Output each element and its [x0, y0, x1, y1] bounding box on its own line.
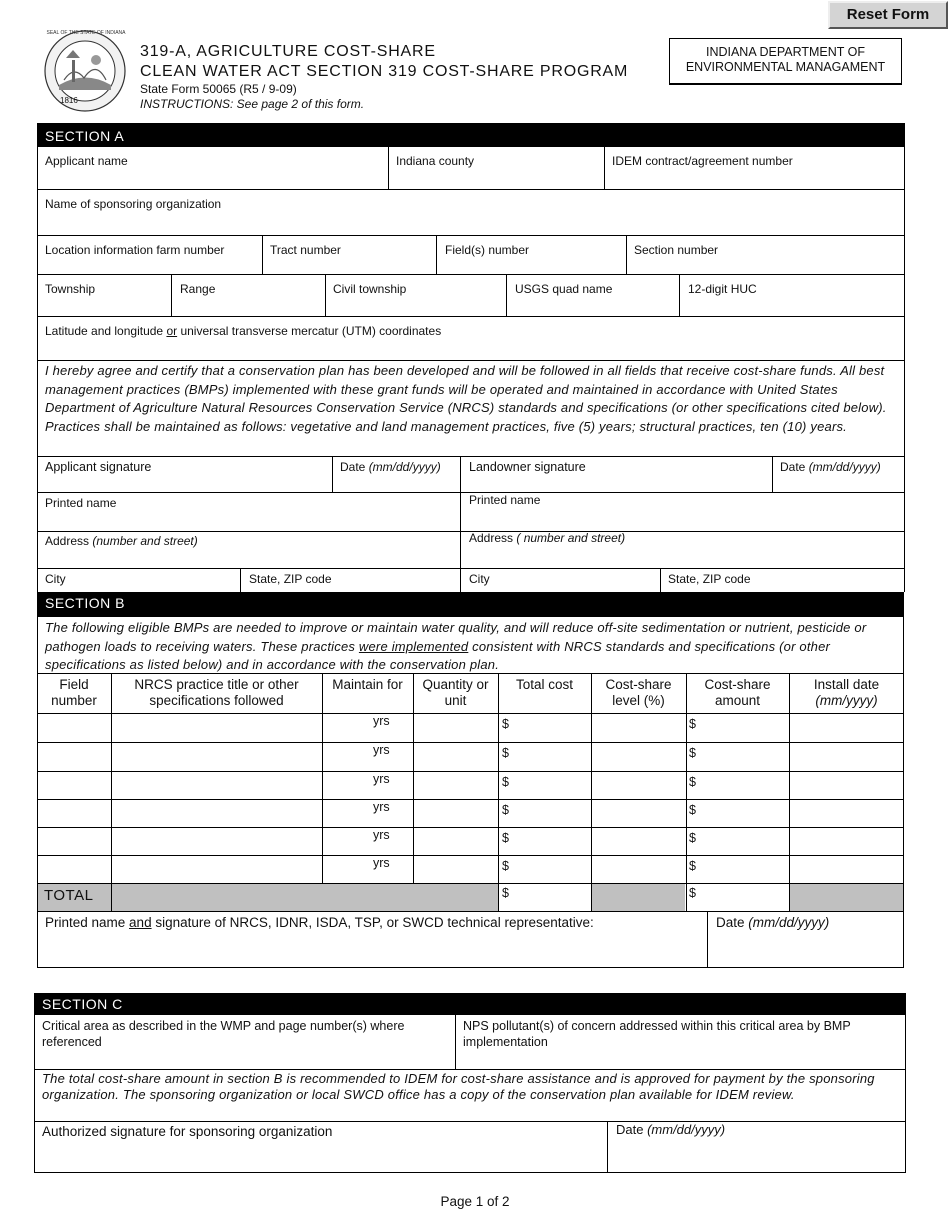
applicant-address-field[interactable]	[45, 534, 198, 548]
certification-text: I hereby agree and certify that a conservation plan has been developed and will be followed in all fields that receive cost-share funds. All best management practices (BMPs) implemented with these grant funds will be operated and maintained in accordance with United States Department of Agriculture Natural Resources Conservation Service (NRCS) standards and specifications (or other specifications cited below). Practices shall be maintained as follows: vegetative and land management practices, five (5) years; structural practices, ten (10) years.	[45, 363, 887, 434]
tract-number-field[interactable]: Tract number	[270, 243, 341, 257]
install-date-format: (mm/yyyy)	[815, 693, 878, 708]
total-cost-dollar[interactable]: $	[502, 803, 509, 817]
landowner-printed-name-field[interactable]: Printed name	[469, 493, 541, 507]
address-label: Address	[45, 534, 93, 548]
col-cost-share-level: Cost-share level (%)	[605, 677, 672, 708]
seal-text: SEAL OF THE STATE OF INDIANA	[46, 30, 126, 36]
intro-post: consistent with NRCS standards and specifications (or other specifications as listed below) and in accordance with the conservation plan.	[45, 638, 831, 672]
page-number: Page 1 of 2	[440, 1194, 510, 1209]
col-cost-share-amount: Cost-share amount	[704, 677, 771, 708]
maintain-yrs-unit: yrs	[373, 772, 390, 786]
total-cost-dollar[interactable]: $	[502, 717, 509, 731]
nps-pollutants-field[interactable]: NPS pollutant(s) of concern addressed within this critical area by BMP implementation	[463, 1019, 851, 1049]
civil-township-field[interactable]: Civil township	[333, 282, 407, 296]
fields-number-field[interactable]: Field(s) number	[445, 243, 530, 257]
date-label: Date	[780, 460, 809, 474]
landowner-address-field[interactable]	[469, 531, 625, 545]
latlong-post: universal transverse mercatur (UTM) coordinates	[177, 324, 442, 338]
latlong-or: or	[166, 324, 178, 338]
maintain-yrs-unit: yrs	[373, 743, 390, 757]
agency-line-2: ENVIRONMENTAL MANAGAMENT	[685, 60, 886, 74]
tech-rep-signature-field[interactable]	[45, 915, 594, 930]
authorized-signature-field[interactable]: Authorized signature for sponsoring organization	[42, 1124, 333, 1139]
state-seal-icon	[44, 30, 126, 112]
date-format: (mm/dd/yyyy)	[647, 1122, 726, 1137]
address-hint: (number and street)	[92, 534, 198, 548]
date-format: (mm/dd/yyyy)	[748, 915, 830, 930]
total-amount-dollar[interactable]: $	[689, 886, 696, 900]
section-b-intro	[45, 619, 897, 675]
total-cost-dollar[interactable]: $	[502, 746, 509, 760]
landowner-date-field[interactable]	[780, 460, 881, 474]
applicant-date-field[interactable]	[340, 460, 441, 474]
cost-share-amount-dollar[interactable]: $	[689, 717, 696, 731]
total-label: TOTAL	[44, 887, 94, 904]
tech-rep-and: and	[129, 915, 152, 930]
state-form-number: State Form 50065 (R5 / 9-09)	[140, 82, 297, 96]
latlong-pre: Latitude and longitude	[45, 324, 167, 338]
program-title: CLEAN WATER ACT SECTION 319 COST-SHARE PROGRAM	[140, 63, 629, 80]
cost-share-amount-dollar[interactable]: $	[689, 859, 696, 873]
install-date-label: Install date	[813, 677, 880, 692]
col-total-cost: Total cost	[515, 677, 574, 692]
maintain-yrs-unit: yrs	[373, 800, 390, 814]
tech-rep-post: signature of NRCS, IDNR, ISDA, TSP, or SWCD technical representative:	[151, 915, 594, 930]
critical-area-field[interactable]: Critical area as described in the WMP and page number(s) where referenced	[42, 1019, 405, 1049]
intro-underlined: were implemented	[358, 638, 469, 654]
agency-line-1: INDIANA DEPARTMENT OF	[705, 45, 866, 59]
maintain-yrs-unit: yrs	[373, 856, 390, 870]
date-label: Date	[340, 460, 369, 474]
intro-pre: The following eligible BMPs are needed to improve or maintain water quality, and will reduce off-site sedimentation or nutrient, pesticide or pathogen loads to receiving waters. These practices	[45, 620, 867, 654]
total-cost-dollar[interactable]: $	[502, 831, 509, 845]
cost-share-amount-dollar[interactable]: $	[689, 831, 696, 845]
date-label: Date	[616, 1122, 648, 1137]
cost-share-amount-dollar[interactable]: $	[689, 775, 696, 789]
total-cost-dollar[interactable]: $	[502, 886, 509, 900]
date-label: Date	[716, 915, 749, 930]
reset-form-button[interactable]: Reset Form	[828, 1, 948, 29]
cost-share-amount-dollar[interactable]: $	[689, 803, 696, 817]
section-number-field[interactable]: Section number	[634, 243, 719, 257]
latlong-field[interactable]	[45, 324, 441, 338]
section-c-header: SECTION C	[34, 993, 906, 1015]
applicant-printed-name-field[interactable]: Printed name	[45, 496, 117, 510]
applicant-city-field[interactable]: City	[45, 572, 66, 586]
col-practice-title: NRCS practice title or other specifications followed	[134, 677, 299, 708]
usgs-quad-field[interactable]: USGS quad name	[515, 282, 613, 296]
section-c-date-field[interactable]	[616, 1122, 725, 1137]
landowner-city-field[interactable]: City	[469, 572, 490, 586]
address-hint: ( number and street)	[516, 531, 626, 545]
col-field-number: Field number	[51, 677, 97, 708]
range-field[interactable]: Range	[180, 282, 216, 296]
date-format: (mm/dd/yyyy)	[808, 460, 881, 474]
section-c-statement: The total cost-share amount in section B is recommended to IDEM for cost-share assistance and is approved for payment by the sponsoring organization. The sponsoring organization or local SWCD office has a copy of the conservation plan available for IDEM review.	[42, 1071, 875, 1102]
total-cost-dollar[interactable]: $	[502, 859, 509, 873]
instructions-note: INSTRUCTIONS: See page 2 of this form.	[140, 97, 365, 111]
sponsoring-org-field[interactable]: Name of sponsoring organization	[45, 197, 222, 211]
address-label: Address	[469, 531, 517, 545]
col-quantity: Quantity or unit	[422, 677, 489, 708]
applicant-signature-field[interactable]: Applicant signature	[45, 460, 152, 474]
maintain-yrs-unit: yrs	[373, 714, 390, 728]
col-install-date	[789, 677, 904, 709]
applicant-state-zip-field[interactable]: State, ZIP code	[249, 572, 332, 586]
township-field[interactable]: Township	[45, 282, 96, 296]
tech-rep-pre: Printed name	[45, 915, 130, 930]
col-maintain-for: Maintain for	[332, 677, 403, 692]
applicant-name-field[interactable]: Applicant name	[45, 154, 128, 168]
huc-field[interactable]: 12-digit HUC	[688, 282, 757, 296]
farm-number-field[interactable]: Location information farm number	[45, 243, 225, 257]
landowner-state-zip-field[interactable]: State, ZIP code	[668, 572, 751, 586]
date-format: (mm/dd/yyyy)	[368, 460, 441, 474]
indiana-county-field[interactable]: Indiana county	[396, 154, 475, 168]
tech-rep-date-field[interactable]	[716, 915, 829, 930]
seal-year: 1816	[60, 96, 78, 105]
cost-share-amount-dollar[interactable]: $	[689, 746, 696, 760]
maintain-yrs-unit: yrs	[373, 828, 390, 842]
form-title: 319-A, AGRICULTURE COST-SHARE	[140, 43, 436, 60]
landowner-signature-field[interactable]: Landowner signature	[469, 460, 586, 474]
idem-contract-field[interactable]: IDEM contract/agreement number	[612, 154, 793, 168]
section-b-header: SECTION B	[37, 592, 904, 617]
section-a-header: SECTION A	[37, 123, 905, 147]
total-cost-dollar[interactable]: $	[502, 775, 509, 789]
